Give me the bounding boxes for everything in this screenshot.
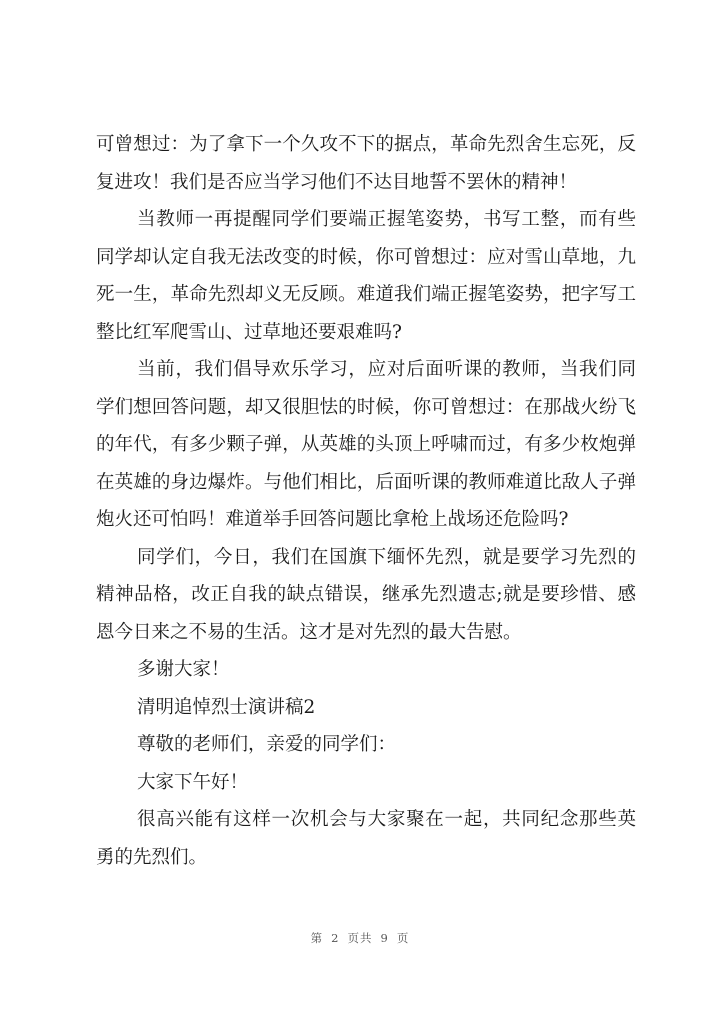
footer-middle: 页共 [347, 931, 373, 945]
page-footer [0, 930, 720, 946]
paragraph: 同学们，今日，我们在国旗下缅怀先烈，就是要学习先烈的精神品格，改正自我的缺点错误，继承先烈遗志;就是要珍惜、感恩今日来之不易的生活。这才是对先烈的最大告慰。 [96, 546, 636, 643]
salutation: 尊敬的老师们，亲爱的同学们： [137, 734, 397, 755]
paragraph-continued: 可曾想过：为了拿下一个久攻不下的据点，革命先烈舍生忘死，反复进攻！我们是否应当学习他们不达目地誓不罢休的精神！ [96, 134, 636, 193]
section-title: 清明追悼烈士演讲稿2 [137, 696, 316, 718]
footer-current-page: 2 [331, 931, 340, 945]
greeting: 大家下午好！ [137, 771, 249, 793]
paragraph-thanks: 多谢大家！ [137, 659, 230, 680]
paragraph: 当教师一再提醒同学们要端正握笔姿势，书写工整，而有些同学却认定自我无法改变的时候，你可曾想过：应对雪山草地，九死一生，革命先烈却义无反顾。难道我们端正握笔姿势，把字写工整比红军爬雪山、过草地还要艰难吗? [96, 209, 636, 343]
document-body [96, 126, 636, 876]
footer-suffix: 页 [396, 931, 410, 945]
footer-prefix: 第 [310, 931, 324, 945]
footer-total-pages: 9 [380, 931, 389, 945]
paragraph: 很高兴能有这样一次机会与大家聚在一起，共同纪念那些英勇的先烈们。 [96, 809, 636, 868]
paragraph: 当前，我们倡导欢乐学习，应对后面听课的教师，当我们同学们想回答问题，却又很胆怯的时候，你可曾想过：在那战火纷飞的年代，有多少颗子弹，从英雄的头顶上呼啸而过，有多少枚炮弹在英雄的身边爆炸。与他们相比，后面听课的教师难道比敌人子弹炮火还可怕吗！难道举手回答问题比拿枪上战场还危险吗? [96, 359, 636, 530]
